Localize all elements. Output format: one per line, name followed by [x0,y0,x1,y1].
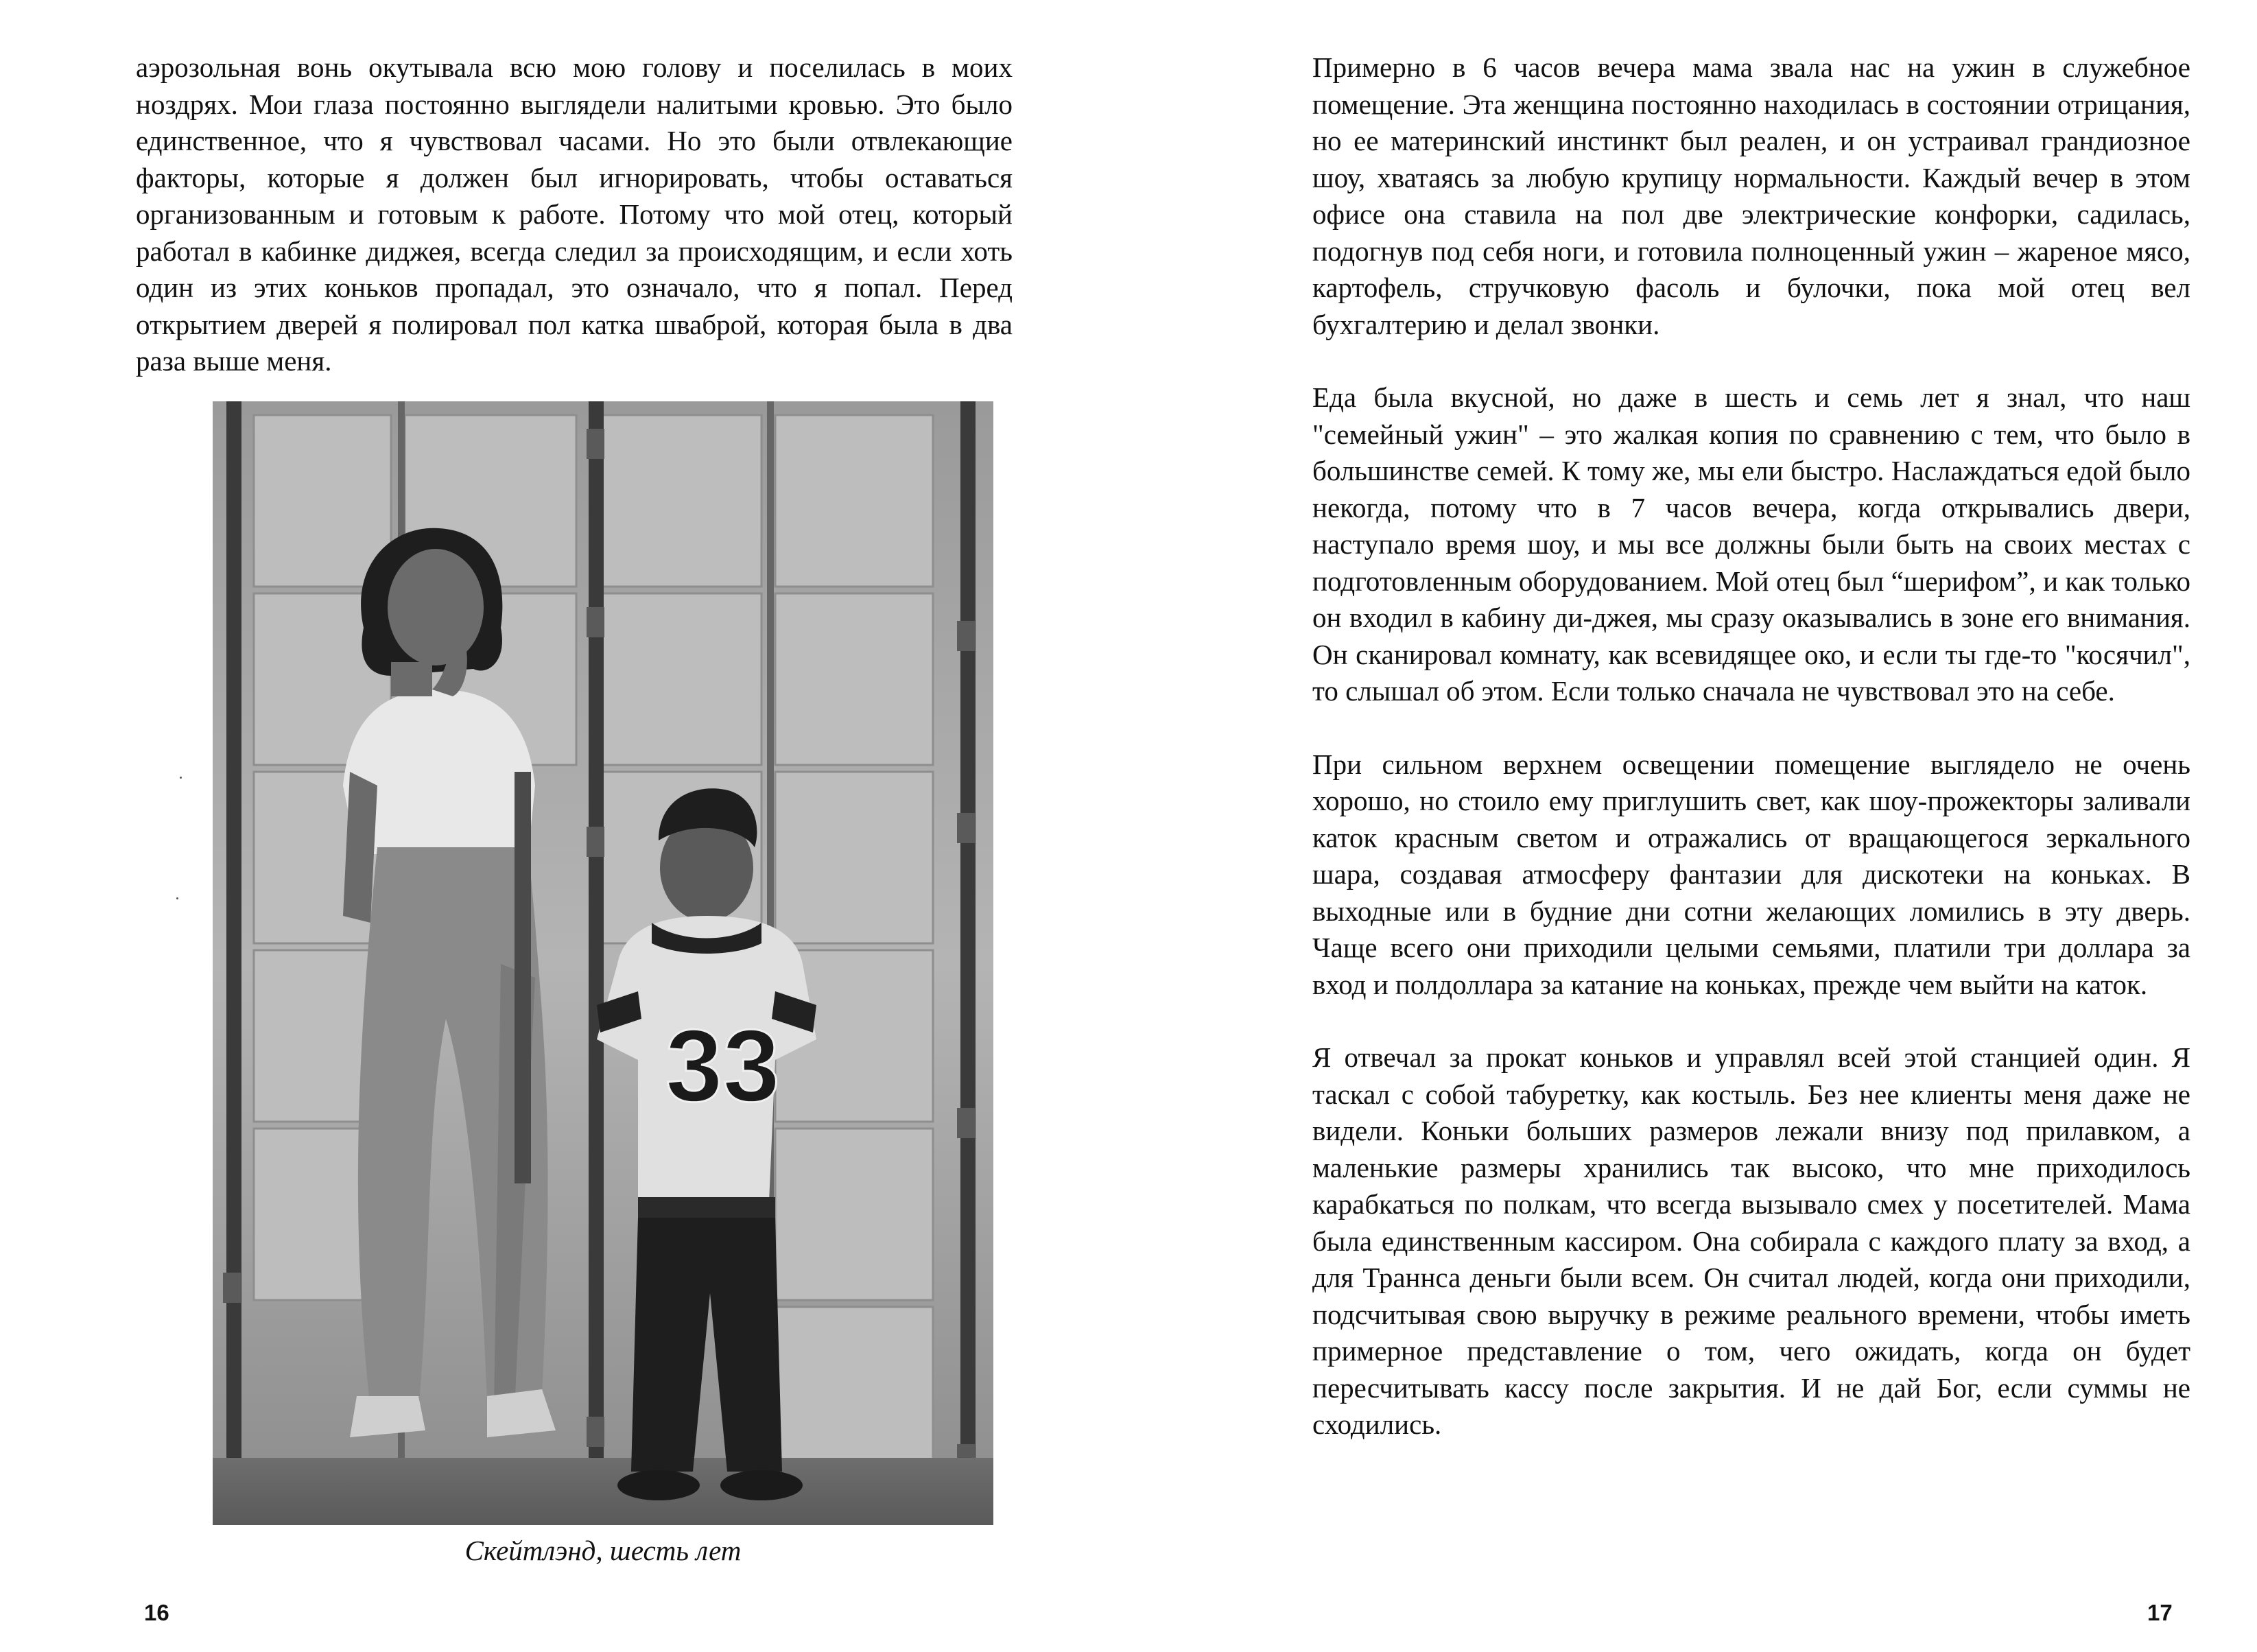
paragraph: Я отвечал за прокат коньков и управлял всей этой станцией один. Я таскал с собой табуретку, как костыль. Без нее клиенты меня даже не видели. Коньки больших размеров лежали внизу под прилавком, а маленькие размеры хранились так высоко, что мне приходилось карабкаться по полкам, что всегда вызывало смех у посетителей. Мама была единственным кассиром. Она собирала с каждого плату за вход, а для Траннса деньги были всем. Он считал людей, когда они приходили, подсчитывая свою выручку в режиме реального времени, чтобы иметь примерное представление о том, чего ожидать, когда он будет пересчитывать кассу после закрытия. И не дай Бог, если суммы не сходились. [1312,1041,2190,1440]
paragraph: Еда была вкусной, но даже в шесть и семь лет я знал, что наш "семейный ужин" – это жалкая копия по сравнению с тем, что было в большинстве семей. К тому же, мы ели быстро. Наслаждаться едой было некогда, потому что в 7 часов вечера, когда открывались двери, наступало время шоу, и мы все должны были быть на своих местах с подготовленным оборудованием. Мой отец был “шерифом”, и как только он входил в кабину ди-джея, мы сразу оказывались в зоне его внимания. Он сканировал комнату, как всевидящее око, и если ты где-то "косячил", то слышал об этом. Если только сначала не чувствовал это на себе. [1312,381,2190,707]
photo-caption: Скейтлэнд, шесть лет [464,1535,742,1566]
paragraph: При сильном верхнем освещении помещение выглядело не очень хорошо, но стоило ему приглушить свет, как шоу-прожекторы заливали каток красным светом и отражались от вращающегося зеркального шара, создавая атмосферу фантазии для дискотеки на коньках. В выходные или в будние дни сотни желающих ломились в эту дверь. Чаще всего они приходили целыми семьями, платили три доллара за вход и полдоллара за катание на коньках, прежде чем выйти на каток. [1312,748,2190,1000]
left-page-text [136,49,1013,380]
paragraph: Примерно в 6 часов вечера мама звала нас на ужин в служебное помещение. Эта женщина постоянно находилась в состоянии отрицания, но ее материнский инстинкт был реален, и он устраивал грандиозное шоу, хватаясь за любую крупицу нормальности. Каждый вечер в этом офисе она ставила на пол две электрические конфорки, садилась, подогнув под себя ноги, и готовила полноценный ужин – жареное мясо, картофель, стручковую фасоль и булочки, пока мой отец вел бухгалтерию и делал звонки. [1312,51,2190,340]
scan-speck [180,777,182,779]
left-page [0,0,1128,1652]
right-page [1128,0,2257,1652]
page-number-right: 17 [2147,1600,2173,1625]
paragraph: аэрозольная вонь окутывала всю мою голову и поселилась в моих ноздрях. Мои глаза постоянно выглядели налитыми кровью. Это было единственное, что я чувствовал часами. Но это были отвлекающие факторы, которые я должен был игнорировать, чтобы оставаться организованным и готовым к работе. Потому что мой отец, который работал в кабинке диджея, всегда следил за происходящим, и если хоть один из этих коньков пропадал, это означало, что я попал. Перед открытием дверей я полировал пол катка шваброй, которая была в два раза выше меня. [136,51,1013,377]
page-number-left: 16 [144,1600,169,1625]
scan-speck [176,897,178,899]
photo-image [213,401,993,1525]
photo-skateland [213,401,993,1525]
right-page-text [1312,49,2190,1443]
jersey-number: 33 [665,1008,780,1123]
